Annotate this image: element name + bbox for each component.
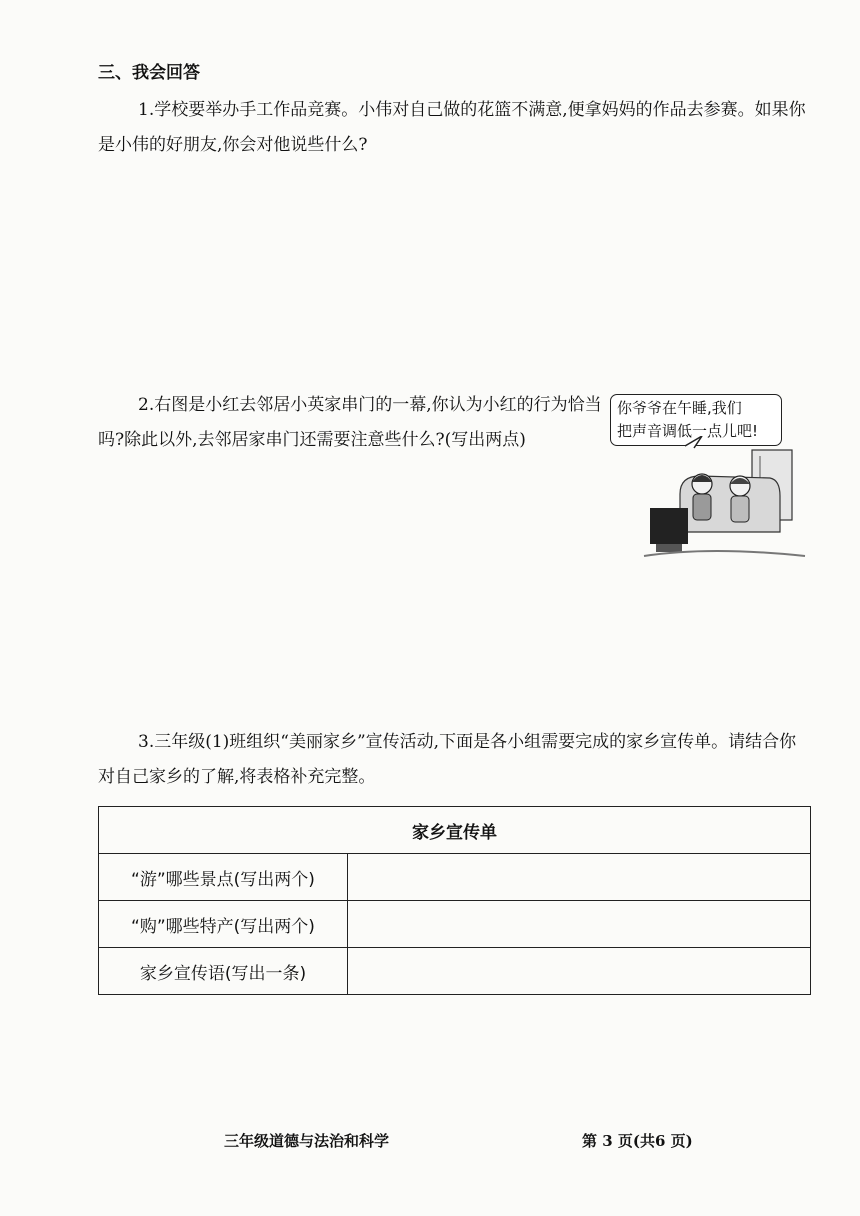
answer-cell-attractions[interactable] (348, 854, 811, 901)
visit-illustration (640, 436, 810, 568)
table-title: 家乡宣传单 (99, 807, 811, 854)
speech-bubble-line-2: 把声音调低一点儿吧! (617, 422, 759, 440)
question-3-text: 3.三年级(1)班组织“美丽家乡”宣传活动,下面是各小组需要完成的家乡宣传单。请结合你对自己家乡的了解,将表格补充完整。 (98, 732, 797, 787)
question-1-text: 1.学校要举办手工作品竞赛。小伟对自己做的花篮不满意,便拿妈妈的作品去参赛。如果你是小伟的好朋友,你会对他说些什么? (98, 100, 806, 155)
question-2-text: 2.右图是小红去邻居小英家串门的一幕,你认为小红的行为恰当吗?除此以外,去邻居家串门还需要注意些什么?(写出两点) (98, 395, 602, 450)
section-title: 三、我会回答 (98, 63, 200, 83)
row-label-slogan: 家乡宣传语(写出一条) (99, 948, 348, 995)
row-label-specialties: “购”哪些特产(写出两个) (99, 901, 348, 948)
table-row (99, 948, 811, 995)
table-row (99, 854, 811, 901)
speech-bubble-line-1: 你爷爷在午睡,我们 (617, 399, 742, 417)
hometown-flyer-table (98, 806, 811, 995)
footer-page-number: 第 3 页(共6 页) (582, 1132, 693, 1150)
answer-cell-slogan[interactable] (348, 948, 811, 995)
row-label-attractions: “游”哪些景点(写出两个) (99, 854, 348, 901)
footer-subject: 三年级道德与法治和科学 (224, 1132, 390, 1150)
answer-cell-specialties[interactable] (348, 901, 811, 948)
table-row (99, 901, 811, 948)
